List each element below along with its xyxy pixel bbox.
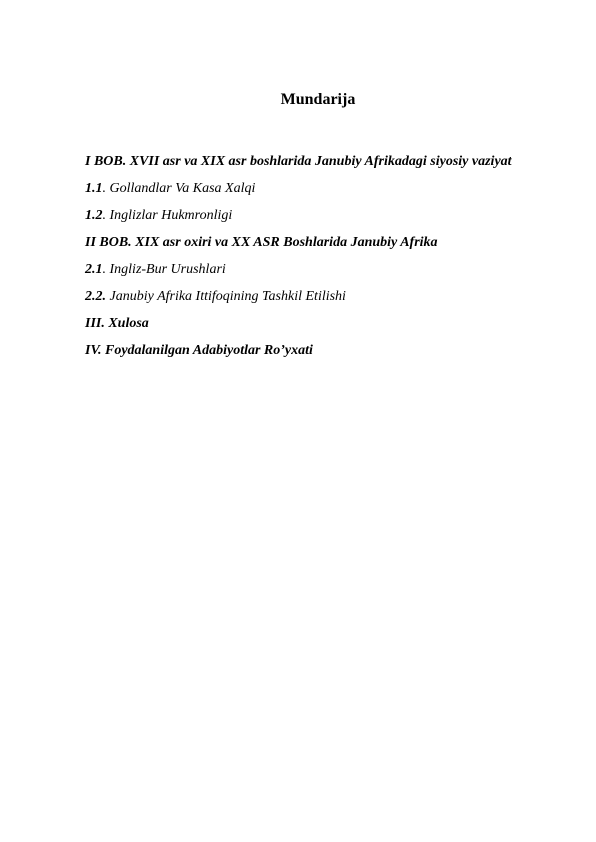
toc-section-number: 2.2.	[85, 289, 106, 304]
table-of-contents	[85, 148, 533, 364]
toc-references	[85, 337, 533, 364]
toc-section-1-1	[85, 175, 533, 202]
toc-entry-text: I BOB. XVII asr va XIX asr boshlarida Janubiy Afrikadagi siyosiy vaziyat	[85, 154, 512, 169]
toc-entry-text: II BOB. XIX asr oxiri va XX ASR Boshlarida Janubiy Afrika	[85, 235, 438, 250]
toc-section-1-2	[85, 202, 533, 229]
toc-entry-text: III. Xulosa	[85, 316, 149, 331]
toc-chapter-1	[85, 148, 533, 175]
page-title: Mundarija	[280, 91, 356, 108]
toc-entry-text: . Gollandlar Va Kasa Xalqi	[102, 181, 256, 196]
toc-conclusion	[85, 310, 533, 337]
toc-entry-text: Janubiy Afrika Ittifoqining Tashkil Etilishi	[106, 289, 346, 304]
toc-entry-text: . Ingliz-Bur Urushlari	[102, 262, 226, 277]
toc-section-number: 1.1	[85, 181, 103, 196]
toc-chapter-2	[85, 229, 533, 256]
toc-entry-text: . Inglizlar Hukmronligi	[102, 208, 233, 223]
toc-section-2-1	[85, 256, 533, 283]
toc-entry-text: IV. Foydalanilgan Adabiyotlar Ro’yxati	[85, 343, 313, 358]
toc-section-2-2	[85, 283, 533, 310]
toc-section-number: 2.1	[85, 262, 103, 277]
toc-section-number: 1.2	[85, 208, 103, 223]
